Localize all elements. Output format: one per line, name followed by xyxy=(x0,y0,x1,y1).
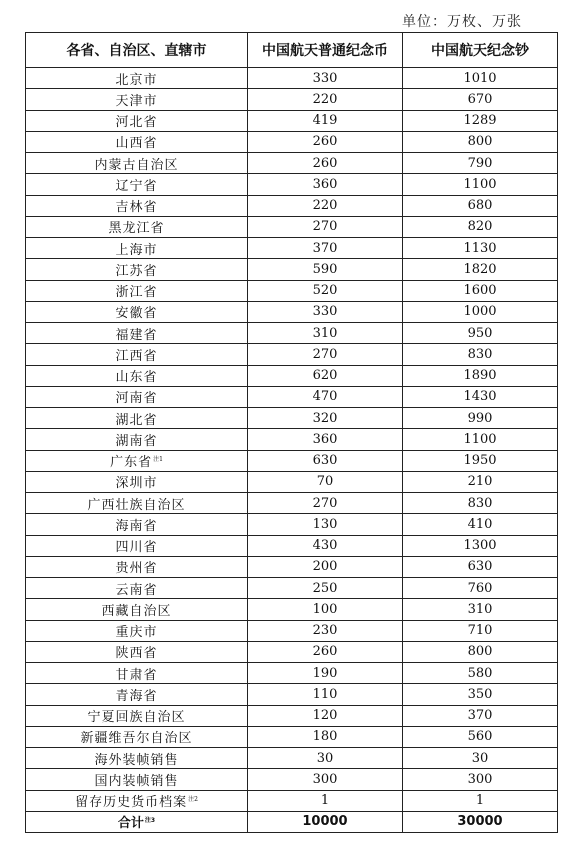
table-row xyxy=(26,663,558,684)
table-row xyxy=(26,620,558,641)
region-cell: 上海市 xyxy=(26,238,248,259)
table-row xyxy=(26,429,558,450)
coin-cell: 310 xyxy=(248,323,403,344)
banknote-cell: 1130 xyxy=(403,238,558,259)
table-row xyxy=(26,790,558,811)
coin-cell: 100 xyxy=(248,599,403,620)
table-row xyxy=(26,89,558,110)
coin-cell: 230 xyxy=(248,620,403,641)
total-label: 合计$^{注3}$ xyxy=(26,811,248,832)
coin-cell: 220 xyxy=(248,195,403,216)
banknote-cell: 1289 xyxy=(403,110,558,131)
table-row xyxy=(26,450,558,471)
banknote-cell: 1000 xyxy=(403,301,558,322)
coin-cell: 590 xyxy=(248,259,403,280)
region-cell: 湖南省 xyxy=(26,429,248,450)
header-coin: 中国航天普通纪念币 xyxy=(248,33,403,68)
region-cell: 天津市 xyxy=(26,89,248,110)
coin-cell: 130 xyxy=(248,514,403,535)
table-row xyxy=(26,641,558,662)
table-row xyxy=(26,280,558,301)
table-row xyxy=(26,259,558,280)
coin-cell: 30 xyxy=(248,748,403,769)
table-body xyxy=(26,68,558,812)
table-row xyxy=(26,323,558,344)
region-cell: 重庆市 xyxy=(26,620,248,641)
table-row xyxy=(26,684,558,705)
table-row xyxy=(26,726,558,747)
banknote-cell: 310 xyxy=(403,599,558,620)
banknote-cell: 1 xyxy=(403,790,558,811)
banknote-cell: 830 xyxy=(403,344,558,365)
coin-cell: 520 xyxy=(248,280,403,301)
coin-cell: 120 xyxy=(248,705,403,726)
region-cell: 甘肃省 xyxy=(26,663,248,684)
region-cell: 国内装帧销售 xyxy=(26,769,248,790)
footnote-marker: 注1 xyxy=(153,455,163,463)
footnote-marker: 注2 xyxy=(188,795,198,803)
banknote-cell: 1890 xyxy=(403,365,558,386)
table-row xyxy=(26,514,558,535)
footnote-marker: 注3 xyxy=(144,817,156,825)
table-row xyxy=(26,153,558,174)
region-cell: 辽宁省 xyxy=(26,174,248,195)
table-row xyxy=(26,769,558,790)
banknote-cell: 950 xyxy=(403,323,558,344)
table-row xyxy=(26,68,558,89)
region-cell: 内蒙古自治区 xyxy=(26,153,248,174)
unit-note: 单位：万枚、万张 xyxy=(402,14,522,30)
banknote-cell: 820 xyxy=(403,216,558,237)
total-banknote: 30000 xyxy=(403,811,558,832)
region-cell: 云南省 xyxy=(26,578,248,599)
banknote-cell: 990 xyxy=(403,408,558,429)
coin-cell: 270 xyxy=(248,344,403,365)
region-cell: 江西省 xyxy=(26,344,248,365)
table-row xyxy=(26,195,558,216)
coin-cell: 360 xyxy=(248,174,403,195)
coin-cell: 190 xyxy=(248,663,403,684)
table-row xyxy=(26,344,558,365)
region-cell: 湖北省 xyxy=(26,408,248,429)
table-row xyxy=(26,386,558,407)
banknote-cell: 410 xyxy=(403,514,558,535)
coin-cell: 370 xyxy=(248,238,403,259)
table-row xyxy=(26,216,558,237)
coin-cell: 419 xyxy=(248,110,403,131)
region-cell: 安徽省 xyxy=(26,301,248,322)
banknote-cell: 790 xyxy=(403,153,558,174)
coin-cell: 320 xyxy=(248,408,403,429)
banknote-cell: 1430 xyxy=(403,386,558,407)
banknote-cell: 1300 xyxy=(403,535,558,556)
coin-cell: 330 xyxy=(248,68,403,89)
table-header-row xyxy=(26,33,558,68)
table-row xyxy=(26,556,558,577)
banknote-cell: 1100 xyxy=(403,429,558,450)
banknote-cell: 630 xyxy=(403,556,558,577)
banknote-cell: 1010 xyxy=(403,68,558,89)
banknote-cell: 680 xyxy=(403,195,558,216)
table-row xyxy=(26,748,558,769)
banknote-cell: 1600 xyxy=(403,280,558,301)
coin-cell: 260 xyxy=(248,153,403,174)
region-cell: 广东省$^{注1}$ xyxy=(26,450,248,471)
table-row xyxy=(26,301,558,322)
banknote-cell: 710 xyxy=(403,620,558,641)
banknote-cell: 350 xyxy=(403,684,558,705)
region-cell: 浙江省 xyxy=(26,280,248,301)
allocation-table xyxy=(25,32,558,833)
region-cell: 陕西省 xyxy=(26,641,248,662)
banknote-cell: 1820 xyxy=(403,259,558,280)
table-row xyxy=(26,705,558,726)
header-banknote: 中国航天纪念钞 xyxy=(403,33,558,68)
table-row xyxy=(26,578,558,599)
banknote-cell: 760 xyxy=(403,578,558,599)
banknote-cell: 560 xyxy=(403,726,558,747)
coin-cell: 330 xyxy=(248,301,403,322)
region-cell: 留存历史货币档案$^{注2}$ xyxy=(26,790,248,811)
coin-cell: 630 xyxy=(248,450,403,471)
table-row xyxy=(26,110,558,131)
region-cell: 山东省 xyxy=(26,365,248,386)
coin-cell: 180 xyxy=(248,726,403,747)
banknote-cell: 670 xyxy=(403,89,558,110)
region-cell: 北京市 xyxy=(26,68,248,89)
coin-cell: 110 xyxy=(248,684,403,705)
table-row xyxy=(26,408,558,429)
table-row xyxy=(26,365,558,386)
coin-cell: 260 xyxy=(248,641,403,662)
coin-cell: 470 xyxy=(248,386,403,407)
region-cell: 西藏自治区 xyxy=(26,599,248,620)
coin-cell: 220 xyxy=(248,89,403,110)
region-cell: 深圳市 xyxy=(26,471,248,492)
table-row xyxy=(26,174,558,195)
region-cell: 吉林省 xyxy=(26,195,248,216)
table-row xyxy=(26,238,558,259)
banknote-cell: 210 xyxy=(403,471,558,492)
banknote-cell: 580 xyxy=(403,663,558,684)
total-coin: 10000 xyxy=(248,811,403,832)
region-cell: 海外装帧销售 xyxy=(26,748,248,769)
coin-cell: 270 xyxy=(248,216,403,237)
coin-cell: 270 xyxy=(248,493,403,514)
banknote-cell: 1100 xyxy=(403,174,558,195)
region-cell: 宁夏回族自治区 xyxy=(26,705,248,726)
coin-cell: 300 xyxy=(248,769,403,790)
coin-cell: 430 xyxy=(248,535,403,556)
region-cell: 四川省 xyxy=(26,535,248,556)
region-cell: 海南省 xyxy=(26,514,248,535)
region-cell: 青海省 xyxy=(26,684,248,705)
coin-cell: 260 xyxy=(248,131,403,152)
banknote-cell: 1950 xyxy=(403,450,558,471)
table-row xyxy=(26,471,558,492)
coin-cell: 250 xyxy=(248,578,403,599)
coin-cell: 360 xyxy=(248,429,403,450)
banknote-cell: 830 xyxy=(403,493,558,514)
banknote-cell: 370 xyxy=(403,705,558,726)
coin-cell: 620 xyxy=(248,365,403,386)
table-row xyxy=(26,535,558,556)
region-cell: 江苏省 xyxy=(26,259,248,280)
coin-cell: 70 xyxy=(248,471,403,492)
table-row xyxy=(26,131,558,152)
banknote-cell: 300 xyxy=(403,769,558,790)
banknote-cell: 30 xyxy=(403,748,558,769)
banknote-cell: 800 xyxy=(403,131,558,152)
region-cell: 新疆维吾尔自治区 xyxy=(26,726,248,747)
coin-cell: 200 xyxy=(248,556,403,577)
header-region: 各省、自治区、直辖市 xyxy=(26,33,248,68)
region-cell: 河南省 xyxy=(26,386,248,407)
table-row xyxy=(26,493,558,514)
region-cell: 贵州省 xyxy=(26,556,248,577)
total-row xyxy=(26,811,558,832)
banknote-cell: 800 xyxy=(403,641,558,662)
region-cell: 福建省 xyxy=(26,323,248,344)
region-cell: 广西壮族自治区 xyxy=(26,493,248,514)
table-row xyxy=(26,599,558,620)
region-cell: 河北省 xyxy=(26,110,248,131)
region-cell: 黑龙江省 xyxy=(26,216,248,237)
coin-cell: 1 xyxy=(248,790,403,811)
region-cell: 山西省 xyxy=(26,131,248,152)
